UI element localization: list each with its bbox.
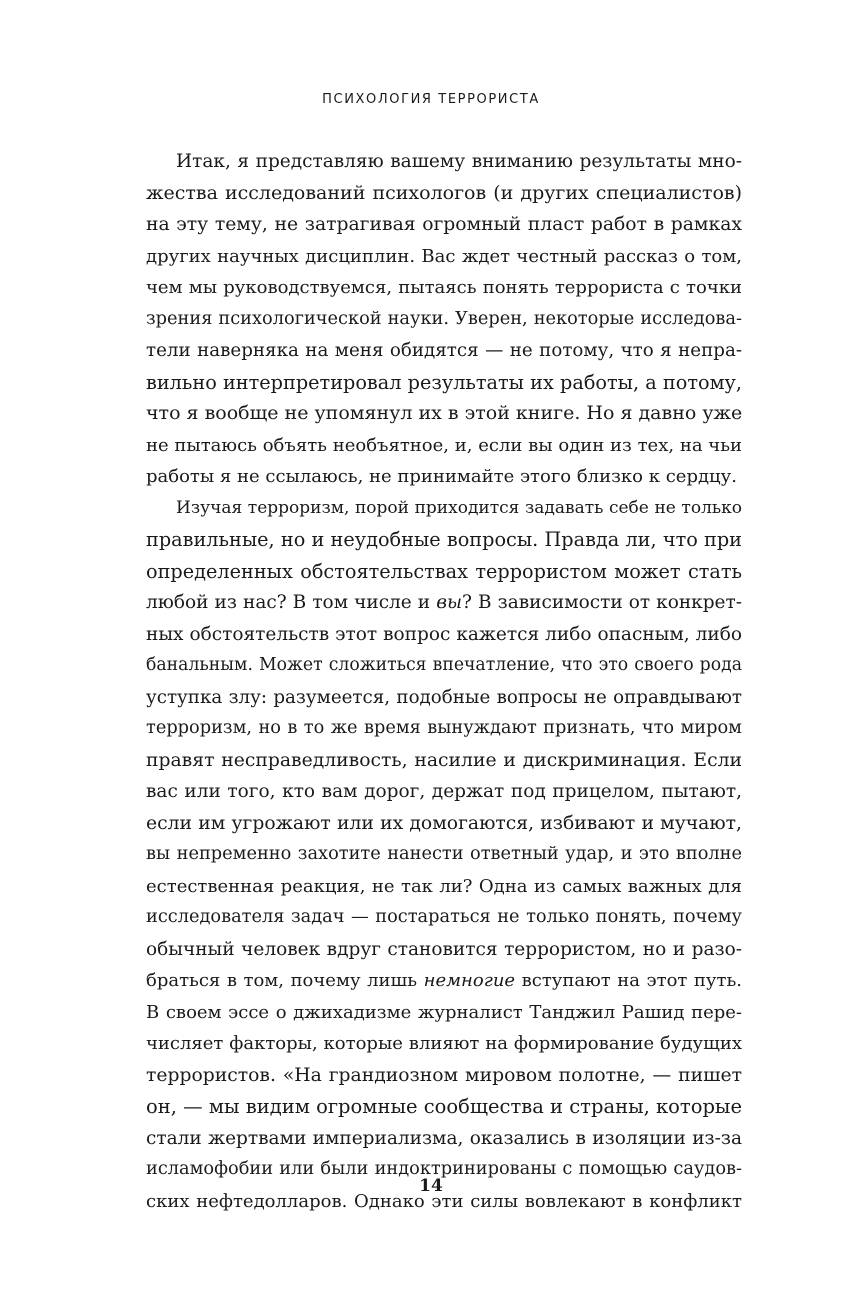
text-line: зрения психологической науки. Уверен, некоторые исследова- [146,308,742,329]
text-run: вступают на этот путь. [515,970,743,991]
text-line: Итак, я представляю вашему вниманию результаты мно- [176,151,742,172]
text-line: В своем эссе о джихадизме журналист Танджил Рашид пере- [146,1001,742,1023]
text-line: работы я не ссылаюсь, не принимайте этого близко к сердцу. [146,466,737,487]
text-line: если им угрожают или их домогаются, избивают и мучают, [146,812,742,834]
running-head: ПСИХОЛОГИЯ ТЕРРОРИСТА [322,92,540,107]
text-line: не пытаюсь объять необъятное, и, если вы один из тех, на чьи [146,434,742,456]
text-line: ских нефтедолларов. Однако эти силы вовлекают в конфликт [146,1190,742,1212]
text-line: вас или того, кто вам дорог, держат под прицелом, пытают, [146,781,742,802]
text-line: правят несправедливость, насилие и дискриминация. Если [146,749,742,771]
text-line: банальным. Может сложиться впечатление, что это своего рода [146,655,742,675]
text-line: чем мы руководствуемся, пытаясь понять террориста с точки [146,277,742,298]
text-line: на эту тему, не затрагивая огромный пласт работ в рамках [146,214,742,235]
text-line: Изучая терроризм, порой приходится задавать себе не только [176,497,742,518]
text-line: естественная реакция, не так ли? Одна из самых важных для [146,875,742,897]
text-line-with-italic [146,587,742,619]
text-line: вильно интерпретировал результаты их работы, а потому, [146,370,742,394]
text-line: исследователя задач — постараться не только понять, почему [146,907,742,927]
text-run: любой из нас? В том числе и [146,592,437,613]
text-line: жества исследований психологов (и других специалистов) [146,181,742,204]
text-line: что я вообще не упомянул их в этой книге. Но я давно уже [146,402,743,424]
text-line: обычный человек вдруг становится террористом, но и разо- [146,938,742,960]
text-line: терроризм, но в то же время вынуждают признать, что миром [146,718,742,738]
text-line-with-italic [146,965,742,997]
text-line: числяет факторы, которые влияют на формирование будущих [146,1033,742,1054]
text-line: исламофобии или были индоктринированы с помощью саудов- [146,1159,742,1179]
text-run: ? В зависимости от конкрет- [462,592,742,613]
text-line: он, — мы видим огромные сообщества и страны, которые [146,1095,742,1118]
page-number: 14 [419,1176,443,1196]
text-line: уступка злу: разумеется, подобные вопросы не оправдывают [146,686,742,708]
text-line: террористов. «На грандиозном мировом полотне, — пишет [146,1064,742,1086]
text-line: других научных дисциплин. Вас ждет честный рассказ о том, [146,245,742,267]
italic-text: вы [436,592,463,613]
text-line: вы непременно захотите нанести ответный удар, и это вполне [146,844,742,864]
text-line: определенных обстоятельствах террористом может стать [146,559,742,583]
text-line: тели наверняка на меня обидятся — не потому, что я непра- [146,340,742,361]
text-line: правильные, но и неудобные вопросы. Правда ли, что при [146,528,742,551]
body-text [146,146,742,1217]
text-line: стали жертвами империализма, оказались в изоляции из-за [146,1127,742,1149]
italic-text: немногие [423,970,516,991]
text-line: ных обстоятельств этот вопрос кажется либо опасным, либо [146,623,742,645]
text-run: браться в том, почему лишь [146,970,424,991]
